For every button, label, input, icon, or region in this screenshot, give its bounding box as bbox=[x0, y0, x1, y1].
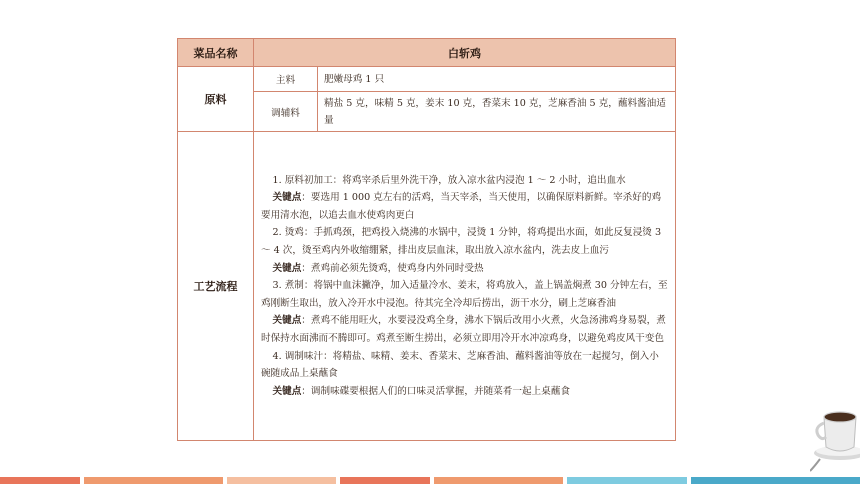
table-header-row bbox=[178, 39, 676, 67]
key-point-4 bbox=[261, 383, 668, 401]
key-point-2 bbox=[261, 260, 668, 278]
key-point-4-text: 调制味碟要根据人们的口味灵活掌握，并随菜肴一起上桌蘸食 bbox=[310, 385, 570, 397]
key-point-colon: ： bbox=[301, 385, 311, 397]
stripe-seg bbox=[84, 477, 223, 484]
main-ingredient-label: 主料 bbox=[254, 67, 318, 92]
stripe-seg bbox=[0, 477, 80, 484]
process-label: 工艺流程 bbox=[178, 132, 254, 441]
stripe-seg bbox=[434, 477, 563, 484]
header-label: 菜品名称 bbox=[178, 39, 254, 67]
dish-name: 白斩鸡 bbox=[254, 39, 676, 67]
key-point-3-text: 煮鸡不能用旺火，水要浸没鸡全身，沸水下锅后改用小火煮，火急汤沸鸡身易裂，煮时保持水面沸而不腾即可。鸡煮至断生捞出，必须立即用冷开水冲凉鸡身，以避免鸡皮风干变色 bbox=[261, 315, 666, 344]
process-row bbox=[178, 132, 676, 441]
key-point-label: 关键点 bbox=[272, 385, 302, 397]
recipe-table bbox=[177, 38, 676, 441]
coffee-cup-icon bbox=[810, 375, 860, 475]
main-ingredient-value: 肥嫩母鸡 1 只 bbox=[318, 67, 676, 92]
key-point-label: 关键点 bbox=[272, 315, 302, 327]
key-point-colon: ： bbox=[301, 315, 311, 327]
seasoning-label: 调辅料 bbox=[254, 92, 318, 132]
key-point-1 bbox=[261, 189, 668, 224]
bottom-decor-stripe bbox=[0, 477, 860, 484]
stripe-seg bbox=[567, 477, 686, 484]
stripe-seg bbox=[227, 477, 336, 484]
key-point-label: 关键点 bbox=[272, 262, 302, 274]
stripe-seg bbox=[691, 477, 860, 484]
main-ingredient-row bbox=[178, 67, 676, 92]
process-step-1: 1. 原料初加工：将鸡宰杀后里外洗干净，放入凉水盆内浸泡 1 ～ 2 小时，追出血水 bbox=[272, 174, 626, 186]
raw-material-label: 原料 bbox=[178, 67, 254, 132]
key-point-1-text: 要选用 1 000 克左右的活鸡，当天宰杀，当天使用，以确保原料新鲜。宰杀好的鸡要用清水泡，以追去血水使鸡肉更白 bbox=[261, 192, 662, 221]
process-step-4: 4. 调制味汁：将精盐、味精、姜末、香菜末、芝麻香油、蘸料酱油等放在一起搅匀，倒入小碗随成品上桌蘸食 bbox=[261, 350, 659, 380]
process-step-2: 2. 烫鸡：手抓鸡颈，把鸡投入烧沸的水锅中，浸烫 1 分钟，将鸡提出水面，如此反复浸烫 3 ～ 4 次，烫至鸡内外收缩绷紧，排出皮层血沫，取出放入凉水盆内，洗去皮上血污 bbox=[261, 227, 662, 257]
key-point-label: 关键点 bbox=[272, 192, 302, 204]
key-point-3 bbox=[261, 312, 668, 347]
key-point-colon: ： bbox=[301, 262, 311, 274]
process-step-3: 3. 煮制：将锅中血沫撇净，加入适量冷水、姜末，将鸡放入，盖上锅盖焖煮 30 分钟左右，至鸡刚断生取出，放入冷开水中浸泡。待其完全冷却后捞出，沥干水分，刷上芝麻香油 bbox=[261, 280, 668, 309]
stripe-seg bbox=[340, 477, 430, 484]
key-point-colon: ： bbox=[301, 192, 311, 204]
process-content bbox=[254, 132, 676, 441]
key-point-2-text: 煮鸡前必须先烫鸡，使鸡身内外同时受热 bbox=[310, 262, 484, 274]
seasoning-value: 精盐 5 克，味精 5 克，姜末 10 克，香菜末 10 克，芝麻香油 5 克，蘸料酱油适量 bbox=[318, 92, 676, 132]
